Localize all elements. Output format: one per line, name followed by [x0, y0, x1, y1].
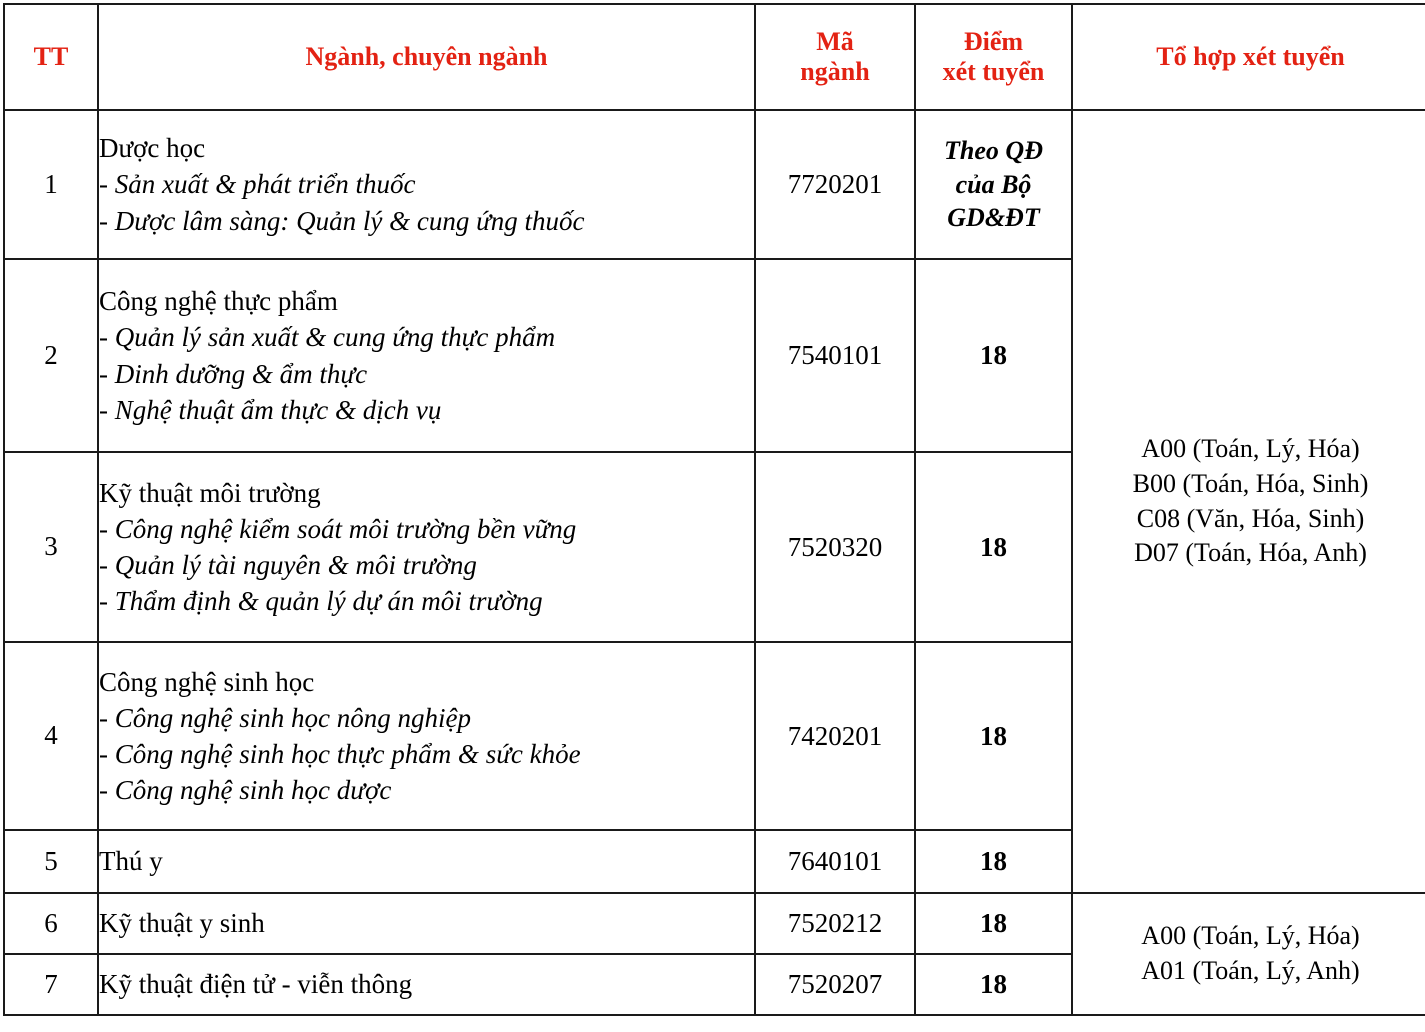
- column-header-diem-line2: xét tuyển: [942, 57, 1045, 86]
- cell-tt: 3: [4, 452, 98, 642]
- cell-nganh: [98, 954, 755, 1015]
- cell-to-hop-xet-tuyen: [1072, 893, 1425, 1015]
- table-header: [4, 4, 1425, 110]
- cell-ma-nganh: 7520207: [755, 954, 915, 1015]
- cell-nganh: [98, 259, 755, 452]
- cell-ma-nganh: 7720201: [755, 110, 915, 259]
- specialization-item: - Quản lý tài nguyên & môi trường: [99, 550, 477, 580]
- cell-diem-xet-tuyen: 18: [915, 830, 1072, 893]
- cell-diem-xet-tuyen: 18: [915, 259, 1072, 452]
- specialization-item: - Công nghệ sinh học thực phẩm & sức khỏe: [99, 739, 581, 769]
- major-name: Kỹ thuật y sinh: [99, 908, 265, 939]
- cell-to-hop-xet-tuyen: [1072, 110, 1425, 893]
- specialization-item: - Dược lâm sàng: Quản lý & cung ứng thuốc: [99, 205, 585, 236]
- column-header-diem-xet-tuyen: [915, 4, 1072, 110]
- cell-diem-xet-tuyen: [915, 110, 1072, 259]
- cell-tt: 1: [4, 110, 98, 259]
- cell-tt: 2: [4, 259, 98, 452]
- combo-item: D07 (Toán, Hóa, Anh): [1134, 538, 1367, 568]
- table-row: [4, 110, 1425, 259]
- cell-diem-xet-tuyen: 18: [915, 642, 1072, 830]
- cell-tt: 7: [4, 954, 98, 1015]
- cell-diem-xet-tuyen: 18: [915, 452, 1072, 642]
- admissions-table: [3, 3, 1425, 1016]
- column-header-diem-line1: Điểm: [963, 26, 1024, 56]
- cell-ma-nganh: 7640101: [755, 830, 915, 893]
- major-name: Kỹ thuật môi trường: [99, 477, 321, 508]
- combo-item: A01 (Toán, Lý, Anh): [1141, 956, 1360, 985]
- cell-ma-nganh: 7520320: [755, 452, 915, 642]
- combo-item: B00 (Toán, Hóa, Sinh): [1132, 468, 1369, 498]
- cell-nganh: [98, 830, 755, 893]
- specialization-item: - Nghệ thuật ẩm thực & dịch vụ: [99, 394, 442, 425]
- specialization-item: - Công nghệ kiểm soát môi trường bền vững: [99, 513, 577, 544]
- major-name: Thú y: [99, 846, 163, 877]
- major-name: Công nghệ thực phẩm: [99, 286, 338, 317]
- combo-item: C08 (Văn, Hóa, Sinh): [1136, 503, 1365, 533]
- cell-nganh: [98, 110, 755, 259]
- combo-item: A00 (Toán, Lý, Hóa): [1141, 921, 1360, 951]
- specialization-item: - Quản lý sản xuất & cung ứng thực phẩm: [99, 322, 556, 353]
- table-row: [4, 893, 1425, 954]
- specialization-item: - Công nghệ sinh học dược: [99, 775, 392, 806]
- major-name: Công nghệ sinh học: [99, 666, 315, 697]
- specialization-item: - Dinh dưỡng & ẩm thực: [99, 358, 368, 389]
- cell-tt: 6: [4, 893, 98, 954]
- cell-nganh: [98, 893, 755, 954]
- cell-ma-nganh: 7420201: [755, 642, 915, 830]
- cell-ma-nganh: 7520212: [755, 893, 915, 954]
- specialization-item: - Sản xuất & phát triển thuốc: [99, 169, 416, 200]
- cell-diem-xet-tuyen: 18: [915, 954, 1072, 1015]
- diem-note-line: của Bộ: [955, 169, 1032, 199]
- specialization-item: - Công nghệ sinh học nông nghiệp: [99, 702, 471, 733]
- specialization-item: - Thẩm định & quản lý dự án môi trường: [99, 586, 543, 617]
- column-header-ma-nganh-line1: Mã: [816, 26, 854, 56]
- cell-nganh: [98, 452, 755, 642]
- column-header-nganh: Ngành, chuyên ngành: [98, 4, 755, 110]
- cell-nganh: [98, 642, 755, 830]
- cell-tt: 4: [4, 642, 98, 830]
- major-name: Dược học: [99, 133, 206, 164]
- cell-ma-nganh: 7540101: [755, 259, 915, 452]
- table-body: [4, 110, 1425, 1015]
- diem-note-line: Theo QĐ: [944, 135, 1043, 165]
- column-header-to-hop-xet-tuyen: Tổ hợp xét tuyển: [1072, 4, 1425, 110]
- major-name: Kỹ thuật điện tử - viễn thông: [99, 969, 413, 1000]
- combo-item: A00 (Toán, Lý, Hóa): [1141, 434, 1360, 464]
- cell-tt: 5: [4, 830, 98, 893]
- column-header-tt: TT: [4, 4, 98, 110]
- admissions-table-page: [0, 3, 1425, 1032]
- diem-note-line: GD&ĐT: [947, 203, 1040, 233]
- column-header-ma-nganh-line2: ngành: [800, 57, 870, 86]
- cell-diem-xet-tuyen: 18: [915, 893, 1072, 954]
- header-row: [4, 4, 1425, 110]
- column-header-ma-nganh: [755, 4, 915, 110]
